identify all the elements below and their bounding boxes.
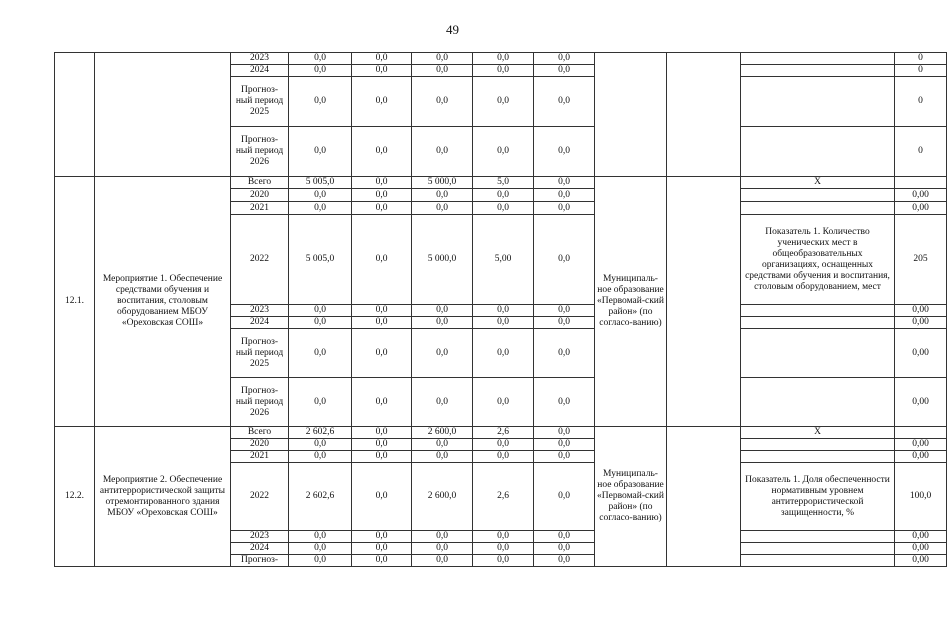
value-cell: 2 600,0 [412,427,473,439]
indicator-cell [741,378,895,427]
responsible-org: Муниципаль-ное образование «Первомай-ский район» (по согласо-ванию) [595,177,667,427]
value-cell: 0,0 [412,329,473,378]
indicator-cell: Показатель 1. Количество ученических мест в общеобразовательных организациях, оснащенных средствами обучения и воспитания, столовым оборудованием, мест [741,215,895,305]
indicator-cell [741,53,895,65]
indicator-cell: Х [741,177,895,189]
value-cell: 0,0 [534,77,595,127]
empty-cell [667,53,741,177]
indicator-cell [741,451,895,463]
indicator-cell [741,317,895,329]
period-cell: 2021 [231,451,289,463]
value-cell: 0,0 [473,329,534,378]
indicator-value: 100,0 [895,463,947,531]
value-cell: 5 000,0 [412,177,473,189]
value-cell: 2,6 [473,427,534,439]
indicator-value: 0,00 [895,329,947,378]
value-cell: 0,0 [473,65,534,77]
period-cell: Прогноз-ный период 2026 [231,378,289,427]
period-cell: 2024 [231,65,289,77]
indicator-value: 0 [895,53,947,65]
value-cell: 0,0 [473,439,534,451]
value-cell: 0,0 [289,329,352,378]
row-index: 12.1. [55,177,95,427]
indicator-value [895,177,947,189]
value-cell: 0,0 [473,202,534,215]
indicator-value: 0 [895,77,947,127]
measure-name: Мероприятие 1. Обеспечение средствами обучения и воспитания, столовым оборудованием МБОУ «Ореховская СОШ» [95,177,231,427]
value-cell: 5,0 [473,177,534,189]
value-cell: 0,0 [289,189,352,202]
indicator-value: 0,00 [895,555,947,567]
value-cell: 0,0 [352,463,412,531]
value-cell: 0,0 [473,543,534,555]
value-cell: 0,0 [289,77,352,127]
value-cell: 0,0 [473,189,534,202]
responsible-org [595,53,667,177]
value-cell: 2,6 [473,463,534,531]
indicator-value: 0,00 [895,305,947,317]
value-cell: 0,0 [534,543,595,555]
value-cell: 0,0 [352,305,412,317]
indicator-value: 0,00 [895,439,947,451]
value-cell: 0,0 [473,305,534,317]
indicator-value: 0,00 [895,543,947,555]
value-cell: 0,0 [412,451,473,463]
value-cell: 0,0 [534,53,595,65]
period-cell: Прогноз- [231,555,289,567]
value-cell: 2 602,6 [289,463,352,531]
indicator-value: 0 [895,65,947,77]
value-cell: 0,0 [352,317,412,329]
value-cell: 0,0 [352,543,412,555]
value-cell: 0,0 [412,53,473,65]
indicator-cell: Показатель 1. Доля обеспеченности нормативным уровнем антитеррористической защищенности, % [741,463,895,531]
value-cell: 0,0 [412,555,473,567]
value-cell: 0,0 [352,427,412,439]
empty-cell [667,427,741,567]
value-cell: 0,0 [289,65,352,77]
row-index: 12.2. [55,427,95,567]
value-cell: 0,0 [473,53,534,65]
value-cell: 0,0 [534,463,595,531]
value-cell: 0,0 [289,439,352,451]
value-cell: 0,0 [352,215,412,305]
value-cell: 0,0 [534,378,595,427]
value-cell: 0,0 [412,317,473,329]
period-cell: Всего [231,427,289,439]
indicator-cell [741,127,895,177]
value-cell: 0,0 [352,77,412,127]
indicator-value: 0,00 [895,202,947,215]
indicator-value: 0,00 [895,451,947,463]
indicator-value: 0,00 [895,531,947,543]
value-cell: 0,0 [412,127,473,177]
value-cell: 0,0 [289,53,352,65]
value-cell: 0,0 [473,127,534,177]
responsible-org: Муниципаль-ное образование «Первомай-ский район» (по согласо-ванию) [595,427,667,567]
indicator-cell [741,543,895,555]
period-cell: 2021 [231,202,289,215]
value-cell: 0,0 [289,555,352,567]
value-cell: 0,0 [352,451,412,463]
period-cell: 2022 [231,463,289,531]
value-cell: 0,0 [534,555,595,567]
period-cell: Всего [231,177,289,189]
value-cell: 0,0 [412,65,473,77]
page-number: 49 [446,22,459,37]
value-cell: 0,0 [473,77,534,127]
value-cell: 0,0 [473,378,534,427]
indicator-cell: Х [741,427,895,439]
value-cell: 0,0 [473,555,534,567]
value-cell: 0,0 [352,439,412,451]
value-cell: 0,0 [352,189,412,202]
value-cell: 0,0 [534,329,595,378]
value-cell: 0,0 [473,451,534,463]
period-cell: 2023 [231,305,289,317]
value-cell: 0,0 [534,427,595,439]
value-cell: 0,0 [534,439,595,451]
table-row [55,427,947,439]
indicator-value: 0,00 [895,189,947,202]
indicator-cell [741,305,895,317]
period-cell: 2023 [231,531,289,543]
value-cell: 0,0 [473,531,534,543]
value-cell: 0,0 [534,202,595,215]
value-cell: 0,0 [534,127,595,177]
period-cell: 2020 [231,189,289,202]
value-cell: 0,0 [352,53,412,65]
period-cell: 2024 [231,543,289,555]
period-cell: 2022 [231,215,289,305]
indicator-value: 0 [895,127,947,177]
value-cell: 0,0 [289,543,352,555]
value-cell: 0,0 [352,531,412,543]
table-row [55,53,947,65]
period-cell: Прогноз-ный период 2025 [231,329,289,378]
value-cell: 0,0 [534,189,595,202]
period-cell: 2023 [231,53,289,65]
indicator-cell [741,65,895,77]
period-cell: Прогноз-ный период 2025 [231,77,289,127]
value-cell: 0,0 [534,65,595,77]
value-cell: 0,0 [412,305,473,317]
value-cell: 0,0 [412,439,473,451]
value-cell: 2 602,6 [289,427,352,439]
value-cell: 5 005,0 [289,177,352,189]
value-cell: 5,00 [473,215,534,305]
value-cell: 0,0 [412,77,473,127]
empty-cell [667,177,741,427]
indicator-cell [741,531,895,543]
value-cell: 5 000,0 [412,215,473,305]
indicator-cell [741,77,895,127]
value-cell: 0,0 [412,189,473,202]
indicator-cell [741,329,895,378]
table-row [55,177,947,189]
period-cell: 2024 [231,317,289,329]
budget-table [54,52,947,567]
measure-name [95,53,231,177]
value-cell: 0,0 [289,127,352,177]
period-cell: Прогноз-ный период 2026 [231,127,289,177]
value-cell: 0,0 [412,202,473,215]
measure-name: Мероприятие 2. Обеспечение антитеррористической защиты отремонтированного здания МБОУ «Ореховская СОШ» [95,427,231,567]
indicator-cell [741,439,895,451]
value-cell: 0,0 [534,531,595,543]
value-cell: 0,0 [534,451,595,463]
value-cell: 2 600,0 [412,463,473,531]
value-cell: 0,0 [412,378,473,427]
value-cell: 0,0 [352,329,412,378]
indicator-value: 205 [895,215,947,305]
value-cell: 0,0 [289,202,352,215]
value-cell: 0,0 [412,543,473,555]
value-cell: 0,0 [352,378,412,427]
value-cell: 0,0 [352,202,412,215]
indicator-value [895,427,947,439]
period-cell: 2020 [231,439,289,451]
value-cell: 0,0 [534,177,595,189]
row-index [55,53,95,177]
value-cell: 0,0 [412,531,473,543]
value-cell: 0,0 [289,317,352,329]
indicator-cell [741,189,895,202]
value-cell: 0,0 [352,65,412,77]
indicator-cell [741,202,895,215]
value-cell: 0,0 [473,317,534,329]
value-cell: 0,0 [534,305,595,317]
value-cell: 0,0 [289,305,352,317]
value-cell: 0,0 [352,177,412,189]
value-cell: 0,0 [289,378,352,427]
indicator-value: 0,00 [895,317,947,329]
value-cell: 0,0 [352,127,412,177]
value-cell: 5 005,0 [289,215,352,305]
value-cell: 0,0 [289,531,352,543]
value-cell: 0,0 [352,555,412,567]
indicator-value: 0,00 [895,378,947,427]
indicator-cell [741,555,895,567]
value-cell: 0,0 [534,317,595,329]
value-cell: 0,0 [534,215,595,305]
value-cell: 0,0 [289,451,352,463]
